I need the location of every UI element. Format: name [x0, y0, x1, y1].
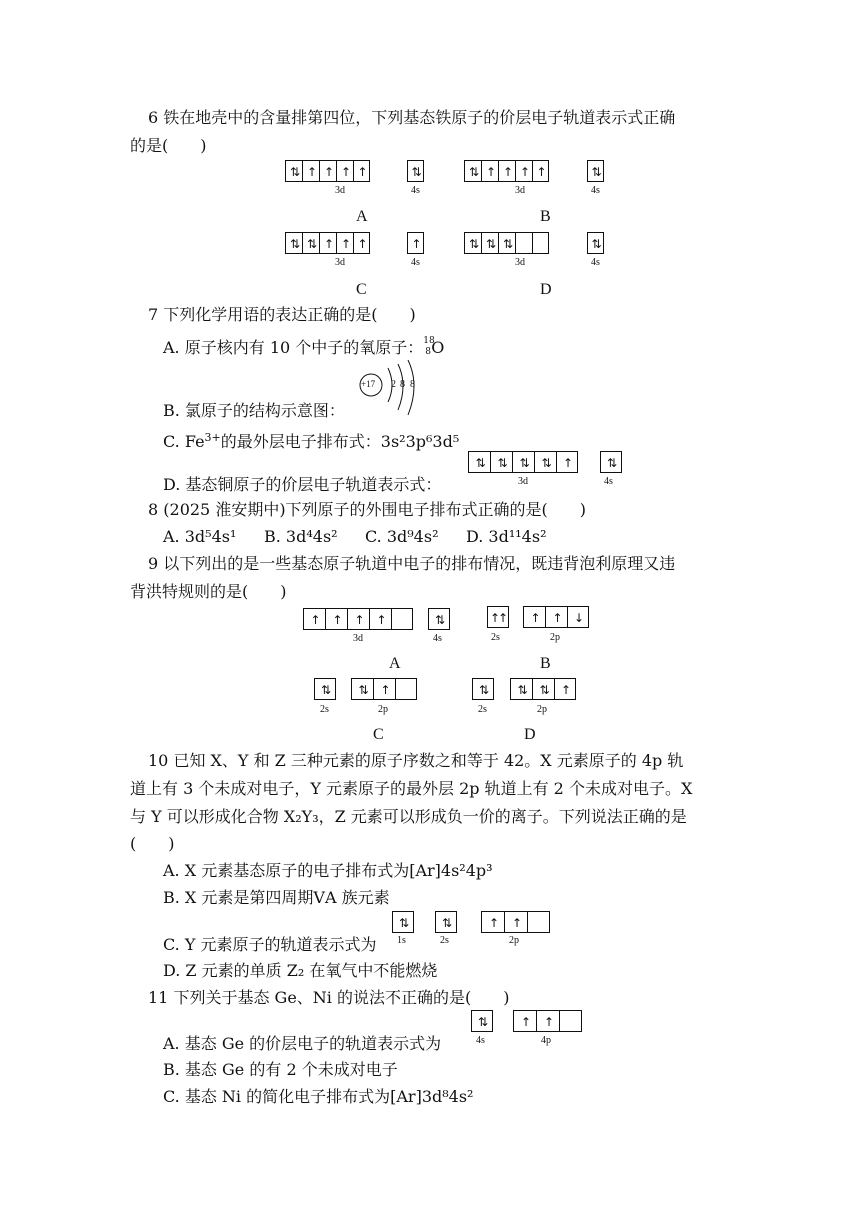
sublevel-label: 2p	[550, 632, 560, 643]
sublevel-label: 3d	[335, 185, 345, 196]
q11-option-a: A. 基态 Ge 的价层电子的轨道表示式为	[163, 1034, 442, 1053]
q10-stem-line4: ( )	[130, 834, 175, 853]
sublevel-label: 2p	[537, 704, 547, 715]
q10-option-b: B. X 元素是第四周期ⅤA 族元素	[163, 888, 390, 907]
q9-c-2p-boxes: ⇅ ↑	[351, 678, 417, 700]
q8-option-a: A. 3d⁵4s¹	[163, 527, 237, 546]
sublevel-label: 2p	[378, 704, 388, 715]
sublevel-label: 4s	[591, 257, 600, 268]
sublevel-label: 4s	[476, 1035, 485, 1046]
q9-d-2s-box: ⇅	[472, 678, 494, 700]
q6-stem-line2: 的是( )	[130, 136, 207, 155]
q9-d-2p-boxes: ⇅ ⇅ ↑	[510, 678, 576, 700]
q6-d-3d-boxes: ⇅ ⇅ ⇅	[464, 232, 549, 254]
sublevel-label: 3d	[515, 257, 525, 268]
q6-d-4s-box: ⇅	[587, 232, 604, 254]
q9-stem-line1: 9 以下列出的是一些基态原子轨道中电子的排布情况，既违背泡利原理又违	[148, 554, 676, 573]
sublevel-label: 3d	[353, 633, 363, 644]
sublevel-label: 2s	[320, 704, 329, 715]
q11-a-4p-boxes: ↑ ↑	[513, 1010, 582, 1032]
q11-a-4s-box: ⇅	[471, 1010, 493, 1032]
sublevel-label: 4s	[591, 185, 600, 196]
q9-b-2p-boxes: ↑ ↑ ↓	[523, 606, 589, 628]
q10-c-2p-boxes: ↑ ↑	[481, 911, 550, 933]
option-a-label: A	[356, 208, 368, 225]
sublevel-label: 2s	[440, 935, 449, 946]
q11-option-b: B. 基态 Ge 的有 2 个未成对电子	[163, 1060, 398, 1079]
q7-stem: 7 下列化学用语的表达正确的是( )	[148, 305, 416, 324]
q8-stem: 8 (2025 淮安期中)下列原子的外围电子排布式正确的是( )	[148, 500, 587, 519]
sublevel-label: 3d	[518, 476, 528, 487]
q6-b-4s-box: ⇅	[587, 160, 604, 182]
q8-option-d: D. 3d¹¹4s²	[466, 527, 547, 546]
option-b-label: B	[540, 655, 551, 672]
option-d-label: D	[524, 726, 536, 743]
q9-c-2s-box: ⇅	[314, 678, 336, 700]
q8-option-c: C. 3d⁹4s²	[365, 527, 439, 546]
option-c-label: C	[373, 726, 384, 743]
q7-option-a: A. 原子核内有 10 个中子的氧原子： 18 8 O	[163, 336, 445, 357]
sublevel-label: 1s	[397, 935, 406, 946]
q10-c-2s-box: ⇅	[435, 911, 457, 933]
q6-a-4s-box: ⇅	[407, 160, 424, 182]
option-c-label: C	[356, 281, 367, 298]
sublevel-label: 4s	[411, 257, 420, 268]
q6-c-4s-box: ↑	[407, 232, 424, 254]
q10-c-1s-box: ⇅	[392, 911, 414, 933]
q7-d-3d-boxes: ⇅ ⇅ ⇅ ⇅ ↑	[468, 451, 578, 473]
q9-b-2s-box: ↑↑	[487, 606, 509, 628]
q10-option-c: C. Y 元素原子的轨道表示式为	[163, 935, 377, 954]
q6-a-3d-boxes: ⇅ ↑ ↑ ↑ ↑	[285, 160, 370, 182]
sublevel-label: 4p	[541, 1035, 551, 1046]
q6-b-3d-boxes: ⇅ ↑ ↑ ↑ ↑	[464, 160, 549, 182]
q6-stem-line1: 6 铁在地壳中的含量排第四位，下列基态铁原子的价层电子轨道表示式正确	[148, 108, 676, 127]
option-d-label: D	[540, 281, 552, 298]
q10-stem-line2: 道上有 3 个未成对电子，Y 元素原子的最外层 2p 轨道上有 2 个未成对电子。X	[130, 779, 693, 798]
q7-option-b: B. 氯原子的结构示意图：	[163, 401, 345, 420]
q10-option-a: A. X 元素基态原子的电子排布式为[Ar]4s²4p³	[163, 861, 493, 880]
q9-a-3d-boxes: ↑ ↑ ↑ ↑	[303, 608, 413, 630]
q7-d-4s-box: ⇅	[600, 451, 622, 473]
q11-option-c: C. 基态 Ni 的简化电子排布式为[Ar]3d⁸4s²	[163, 1087, 474, 1106]
q6-c-3d-boxes: ⇅ ⇅ ↑ ↑ ↑	[285, 232, 370, 254]
sublevel-label: 3d	[515, 185, 525, 196]
q7-option-c: C. $Fe^{3+}$的最外层电子排布式：3s²3p⁶3d⁵	[163, 431, 460, 451]
sublevel-label: 3d	[335, 257, 345, 268]
nucleus-charge: +17	[361, 379, 376, 389]
q8-option-b: B. 3d⁴4s²	[264, 527, 338, 546]
q10-option-d: D. Z 元素的单质 Z₂ 在氧气中不能燃烧	[163, 961, 438, 980]
option-a-label: A	[389, 655, 401, 672]
sublevel-label: 2p	[509, 935, 519, 946]
shell-electrons: 8	[400, 379, 405, 390]
q9-stem-line2: 背洪特规则的是( )	[130, 582, 287, 601]
shell-electrons: 2	[391, 379, 396, 390]
shell-electrons: 8	[410, 379, 415, 390]
q7-option-d: D. 基态铜原子的价层电子轨道表示式：	[163, 475, 442, 494]
q9-a-4s-box: ⇅	[428, 608, 450, 630]
sublevel-label: 4s	[433, 633, 442, 644]
sublevel-label: 2s	[491, 632, 500, 643]
q10-stem-line3: 与 Y 可以形成化合物 X₂Y₃，Z 元素可以形成负一价的离子。下列说法正确的是	[130, 807, 687, 826]
sublevel-label: 2s	[478, 704, 487, 715]
sublevel-label: 4s	[604, 476, 613, 487]
q11-stem: 11 下列关于基态 Ge、Ni 的说法不正确的是( )	[148, 988, 510, 1007]
sublevel-label: 4s	[411, 185, 420, 196]
q10-stem-line1: 10 已知 X、Y 和 Z 三种元素的原子序数之和等于 42。X 元素原子的 4p 轨	[148, 751, 684, 770]
option-b-label: B	[540, 208, 551, 225]
